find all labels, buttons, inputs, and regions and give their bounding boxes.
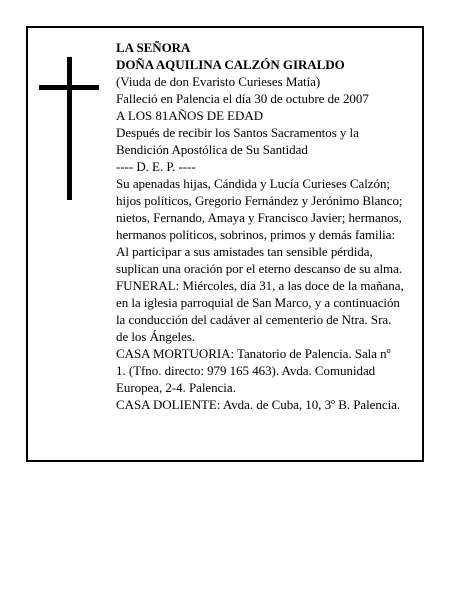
rip-line: ---- D. E. P. ----: [116, 159, 196, 174]
cross-horizontal-bar: [39, 85, 99, 90]
funeral-line: la conducción del cadáver al cementerio de Ntra. Sra.: [116, 312, 392, 327]
sacraments-line-1: Después de recibir los Santos Sacramentos y la: [116, 125, 359, 140]
sacraments-line-2: Bendición Apostólica de Su Santidad: [116, 142, 308, 157]
family-line: hijos políticos, Gregorio Fernández y Jerónimo Blanco;: [116, 193, 403, 208]
notice-title: LA SEÑORA: [116, 40, 191, 55]
casa-mortuoria-line: CASA MORTUORIA: Tanatorio de Palencia. Sala nº: [116, 346, 391, 361]
funeral-line: de los Ángeles.: [116, 329, 196, 344]
obituary-text: [116, 39, 422, 413]
widow-of-line: (Viuda de don Evaristo Curieses Matía): [116, 74, 321, 89]
casa-mortuoria-line: 1. (Tfno. directo: 979 165 463). Avda. Comunidad: [116, 363, 376, 378]
family-line: nietos, Fernando, Amaya y Francisco Javier; hermanos,: [116, 210, 402, 225]
age-line: A LOS 81AÑOS DE EDAD: [116, 108, 264, 123]
casa-doliente-line: CASA DOLIENTE: Avda. de Cuba, 10, 3º B. Palencia.: [116, 397, 401, 412]
request-line: suplican una oración por el eterno descanso de su alma.: [116, 261, 403, 276]
funeral-line: FUNERAL: Miércoles, día 31, a las doce de la mañana,: [116, 278, 404, 293]
casa-mortuoria-line: Europea, 2-4. Palencia.: [116, 380, 236, 395]
cross-vertical-bar: [67, 57, 72, 200]
death-date-line: Falleció en Palencia el día 30 de octubre de 2007: [116, 91, 369, 106]
request-line: Al participar a sus amistades tan sensible pérdida,: [116, 244, 373, 259]
family-line: Su apenadas hijas, Cándida y Lucía Curieses Calzón;: [116, 176, 390, 191]
family-line: hermanos políticos, sobrinos, primos y demás familia:: [116, 227, 395, 242]
deceased-name: DOÑA AQUILINA CALZÓN GIRALDO: [116, 57, 345, 72]
funeral-line: en la iglesia parroquial de San Marco, y a continuación: [116, 295, 400, 310]
obituary-notice: [26, 26, 424, 462]
